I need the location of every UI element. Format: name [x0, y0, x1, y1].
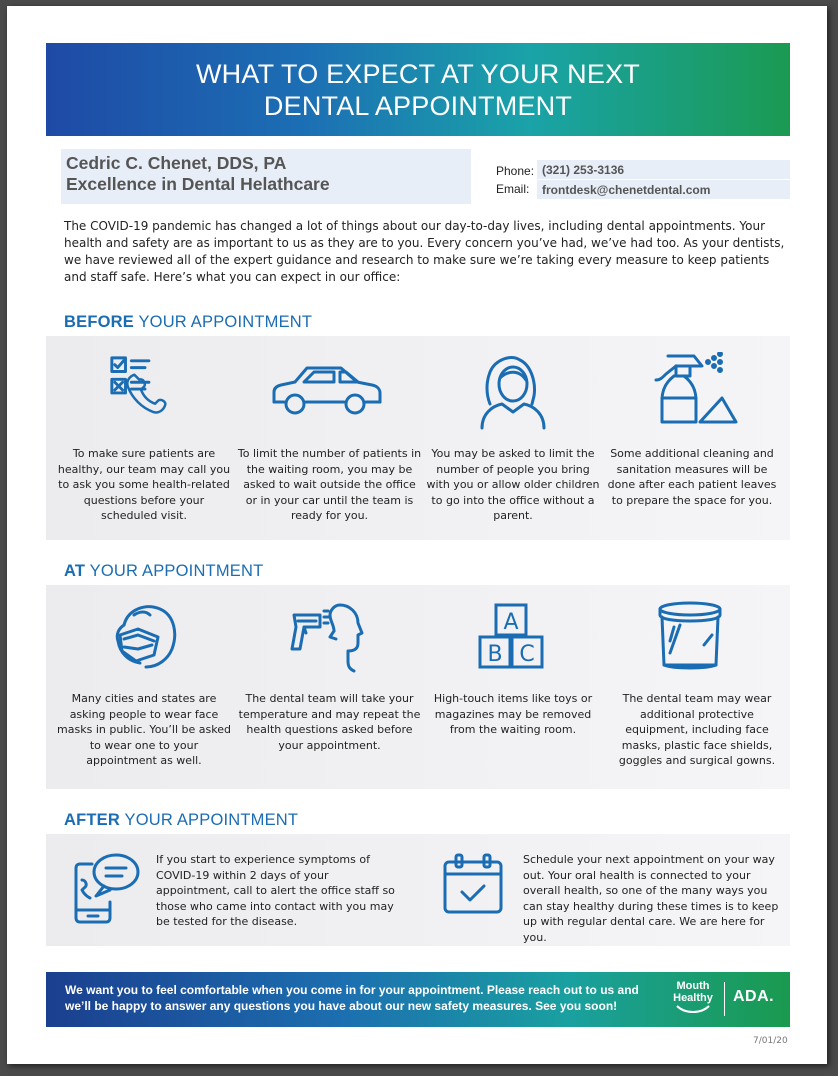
- after-heading-bold: AFTER: [64, 811, 120, 829]
- face-mask-icon: [110, 601, 180, 673]
- email-field[interactable]: frontdesk@chenetdental.com: [537, 180, 790, 199]
- logo-divider: [724, 982, 725, 1016]
- before-item-4-text: Some additional cleaning and sanitation measures will be done after each patient leaves to prepare the space for you.: [607, 447, 777, 507]
- before-item-2-text: To limit the number of patients in the waiting room, you may be asked to wait outside the office or in your car until the team is ready for you.: [237, 447, 422, 522]
- car-icon: [270, 362, 384, 420]
- at-heading: [64, 562, 263, 581]
- phone-label: Phone:: [496, 164, 535, 178]
- before-heading-rest: YOUR APPOINTMENT: [133, 313, 313, 331]
- document-date: 7/01/20: [753, 1036, 788, 1046]
- at-heading-bold: AT: [64, 562, 86, 580]
- face-shield-icon: [658, 601, 722, 671]
- block-a: A: [503, 610, 519, 635]
- block-b: B: [487, 642, 503, 667]
- logo-healthy-text: Healthy: [673, 992, 713, 1004]
- practice-tagline: Excellence in Dental Helathcare: [66, 174, 330, 194]
- checklist-phone-icon: [106, 352, 184, 430]
- footer-message: We want you to feel comfortable when you come in for your appointment. Please reach out to us and we’ll be happy to answer any questions you have about our new safety measures. See you soon!: [65, 983, 639, 1013]
- practice-info-box: [61, 149, 471, 204]
- smile-icon: [673, 1005, 713, 1013]
- footer-banner: [46, 972, 790, 1027]
- after-item-1-text: If you start to experience symptoms of COVID-19 within 2 days of your appointment, call to alert the office staff so those who came into contact with you may be tested for the disease.: [156, 853, 395, 928]
- title-banner: [46, 43, 790, 136]
- after-heading-rest: YOUR APPOINTMENT: [120, 811, 299, 829]
- before-item-1-text: To make sure patients are healthy, our team may call you to ask you some health-related questions before your scheduled visit.: [57, 447, 231, 522]
- mouth-healthy-logo: [667, 980, 719, 1016]
- document-page: [7, 6, 827, 1064]
- block-c: C: [519, 642, 535, 667]
- at-item-1-text: Many cities and states are asking people to wear face masks in public. You’ll be asked to wear one to your appointment as well.: [57, 692, 231, 767]
- spray-bottle-icon: [648, 352, 738, 426]
- ada-logo: ADA.: [733, 988, 775, 1005]
- phone-chat-icon: [72, 850, 142, 924]
- at-item-4-text: The dental team may wear additional protective equipment, including face masks, plastic face shields, goggles and surgical gowns.: [618, 692, 776, 767]
- person-icon: [478, 352, 548, 430]
- after-heading: [64, 811, 298, 830]
- at-item-2-text: The dental team will take your temperature and may repeat the health questions asked before your appointment.: [238, 692, 421, 752]
- before-panel: [46, 336, 790, 540]
- before-heading-bold: BEFORE: [64, 313, 134, 331]
- calendar-check-icon: [442, 852, 504, 916]
- intro-paragraph: The COVID-19 pandemic has changed a lot of things about our day-to-day lives, including dental appointments. Your health and safety are as important to us as they are to you. Every concern you’ve had, we’ve had too. As your dentists, we have reviewed all of the expert guidance and research to make sure we’re taking every measure to keep patients and staff safe. Here’s what you can expect in our office:: [64, 219, 785, 284]
- at-panel: [46, 585, 790, 789]
- after-item-2-text: Schedule your next appointment on your way out. Your oral health is connected to your overall health, so one of the many ways you can stay healthy during these times is to keep up with regular dental care. We are here for you.: [523, 853, 779, 944]
- before-heading: [64, 313, 312, 332]
- at-item-3-text: High-touch items like toys or magazines may be removed from the waiting room.: [433, 692, 593, 736]
- before-item-3-text: You may be asked to limit the number of people you bring with you or allow older children to go into the office without a parent.: [426, 447, 600, 522]
- logo-mouth-text: Mouth: [676, 980, 710, 992]
- title-line-1: WHAT TO EXPECT AT YOUR NEXT: [195, 59, 640, 89]
- thermometer-icon: [290, 601, 366, 673]
- phone-field[interactable]: (321) 253-3136: [537, 160, 790, 179]
- title-line-2: DENTAL APPOINTMENT: [263, 91, 573, 121]
- practice-name: Cedric C. Chenet, DDS, PA: [66, 153, 287, 173]
- toy-blocks-icon: [478, 603, 544, 669]
- after-panel: [46, 834, 790, 946]
- at-heading-rest: YOUR APPOINTMENT: [85, 562, 264, 580]
- email-label: Email:: [496, 182, 530, 196]
